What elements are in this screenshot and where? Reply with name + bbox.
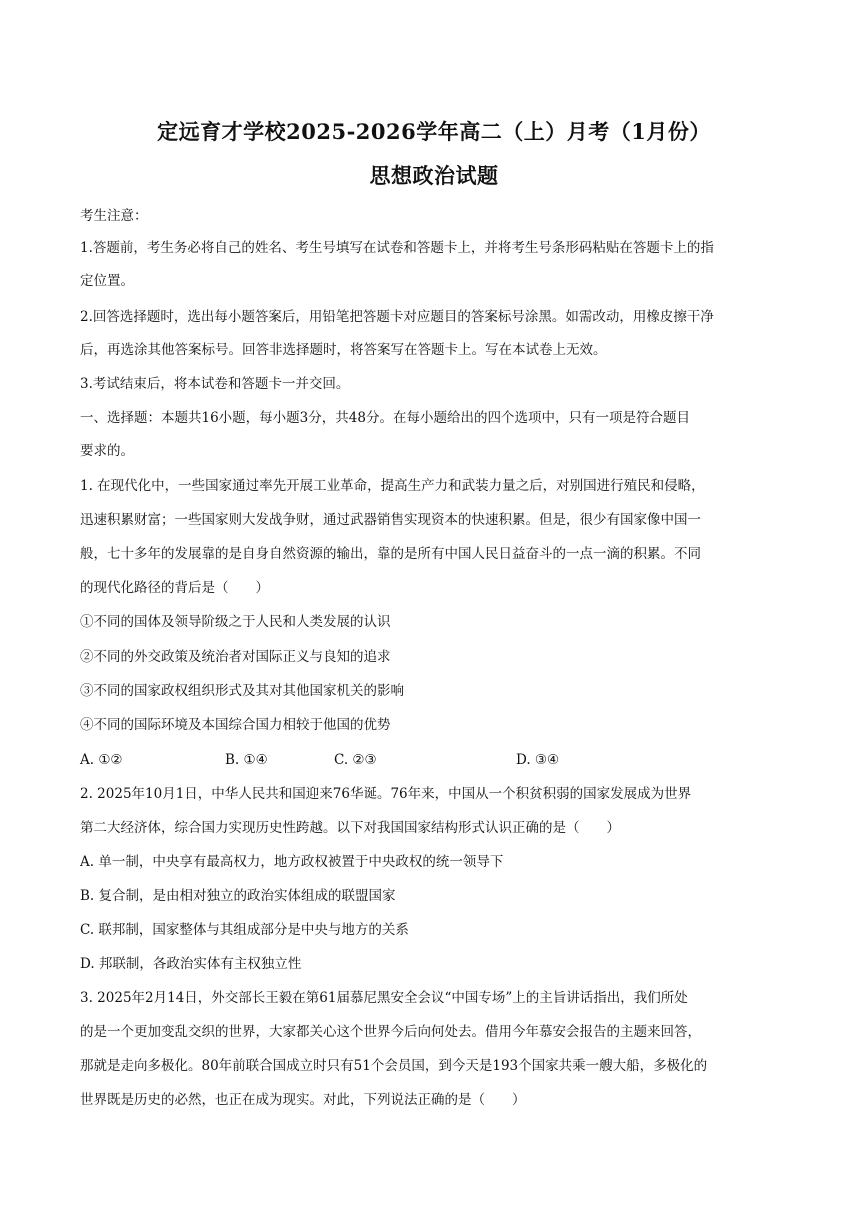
- question-2-option-c[interactable]: C. 联邦制，国家整体与其组成部分是中央与地方的关系: [80, 922, 409, 938]
- question-1-statement-3: ③不同的国家政权组织形式及其对其他国家机关的影响: [80, 683, 404, 699]
- question-2-option-d[interactable]: D. 邦联制，各政治实体有主权独立性: [80, 956, 302, 972]
- question-2-option-a[interactable]: A. 单一制，中央享有最高权力，地方政权被置于中央政权的统一领导下: [80, 854, 504, 870]
- question-1-stem-line-2: 迅速积累财富；一些国家则大发战争财，通过武器销售实现资本的快速积累。但是，很少有国家像中国一: [80, 512, 701, 528]
- notice-item-1-line-1: 1.答题前，考生务必将自己的姓名、考生号填写在试卷和答题卡上，并将考生号条形码粘贴在答题卡上的指: [80, 240, 714, 256]
- question-1-option-a[interactable]: A. ①②: [80, 752, 123, 768]
- notice-item-3: 3.考试结束后，将本试卷和答题卡一并交回。: [80, 376, 350, 392]
- question-2-option-b[interactable]: B. 复合制，是由相对独立的政治实体组成的联盟国家: [80, 888, 396, 904]
- question-3-stem-line-1: 3. 2025年2月14日，外交部长王毅在第61届慕尼黑安全会议“中国专场”上的主旨讲话指出，我们所处: [80, 990, 688, 1006]
- question-1-stem-line-3: 般，七十多年的发展靠的是自身自然资源的输出，靠的是所有中国人民日益奋斗的一点一滴的积累。不同: [80, 546, 701, 562]
- question-3-stem-line-4: 世界既是历史的必然，也正在成为现实。对此，下列说法正确的是（ ）: [80, 1092, 526, 1108]
- question-1-statement-2: ②不同的外交政策及统治者对国际正义与良知的追求: [80, 649, 391, 665]
- notice-item-2-line-1: 2.回答选择题时，选出每小题答案后，用铅笔把答题卡对应题目的答案标号涂黑。如需改动，用橡皮擦干净: [80, 309, 714, 325]
- notice-item-1-line-2: 定位置。: [80, 273, 134, 289]
- question-1-statement-1: ①不同的国体及领导阶级之于人民和人类发展的认识: [80, 614, 391, 630]
- section-heading-line-2: 要求的。: [80, 443, 134, 459]
- question-2-stem-line-1: 2. 2025年10月1日，中华人民共和国迎来76华诞。76年来，中国从一个积贫积弱的国家发展成为世界: [80, 786, 692, 802]
- question-1-option-d[interactable]: D. ③④: [516, 752, 560, 768]
- question-1-option-b[interactable]: B. ①④: [225, 752, 268, 768]
- question-1-stem-line-4: 的现代化路径的背后是（ ）: [80, 580, 269, 596]
- question-1-stem-line-1: 1. 在现代化中，一些国家通过率先开展工业革命，提高生产力和武装力量之后，对别国进行殖民和侵略，: [80, 478, 705, 494]
- exam-title: 定远育才学校2025-2026学年高二（上）月考（1月份）: [157, 119, 711, 144]
- notice-item-2-line-2: 后，再选涂其他答案标号。回答非选择题时，将答案写在答题卡上。写在本试卷上无效。: [80, 342, 607, 358]
- question-3-stem-line-2: 的是一个更加变乱交织的世界，大家都关心这个世界今后向何处去。借用今年慕安会报告的主题来回答，: [80, 1024, 701, 1040]
- question-1-option-c[interactable]: C. ②③: [334, 752, 377, 768]
- question-1-statement-4: ④不同的国际环境及本国综合国力相较于他国的优势: [80, 717, 391, 733]
- notice-heading: 考生注意：: [80, 208, 148, 224]
- question-2-stem-line-2: 第二大经济体，综合国力实现历史性跨越。以下对我国国家结构形式认识正确的是（ ）: [80, 820, 620, 836]
- question-3-stem-line-3: 那就是走向多极化。80年前联合国成立时只有51个会员国，到今天是193个国家共乘一艘大船，多极化的: [80, 1058, 708, 1074]
- question-1-options: [80, 750, 795, 770]
- exam-subject-title: 思想政治试题: [369, 163, 499, 188]
- section-heading-line-1: 一、选择题：本题共16小题，每小题3分，共48分。在每小题给出的四个选项中，只有一项是符合题目: [80, 410, 690, 426]
